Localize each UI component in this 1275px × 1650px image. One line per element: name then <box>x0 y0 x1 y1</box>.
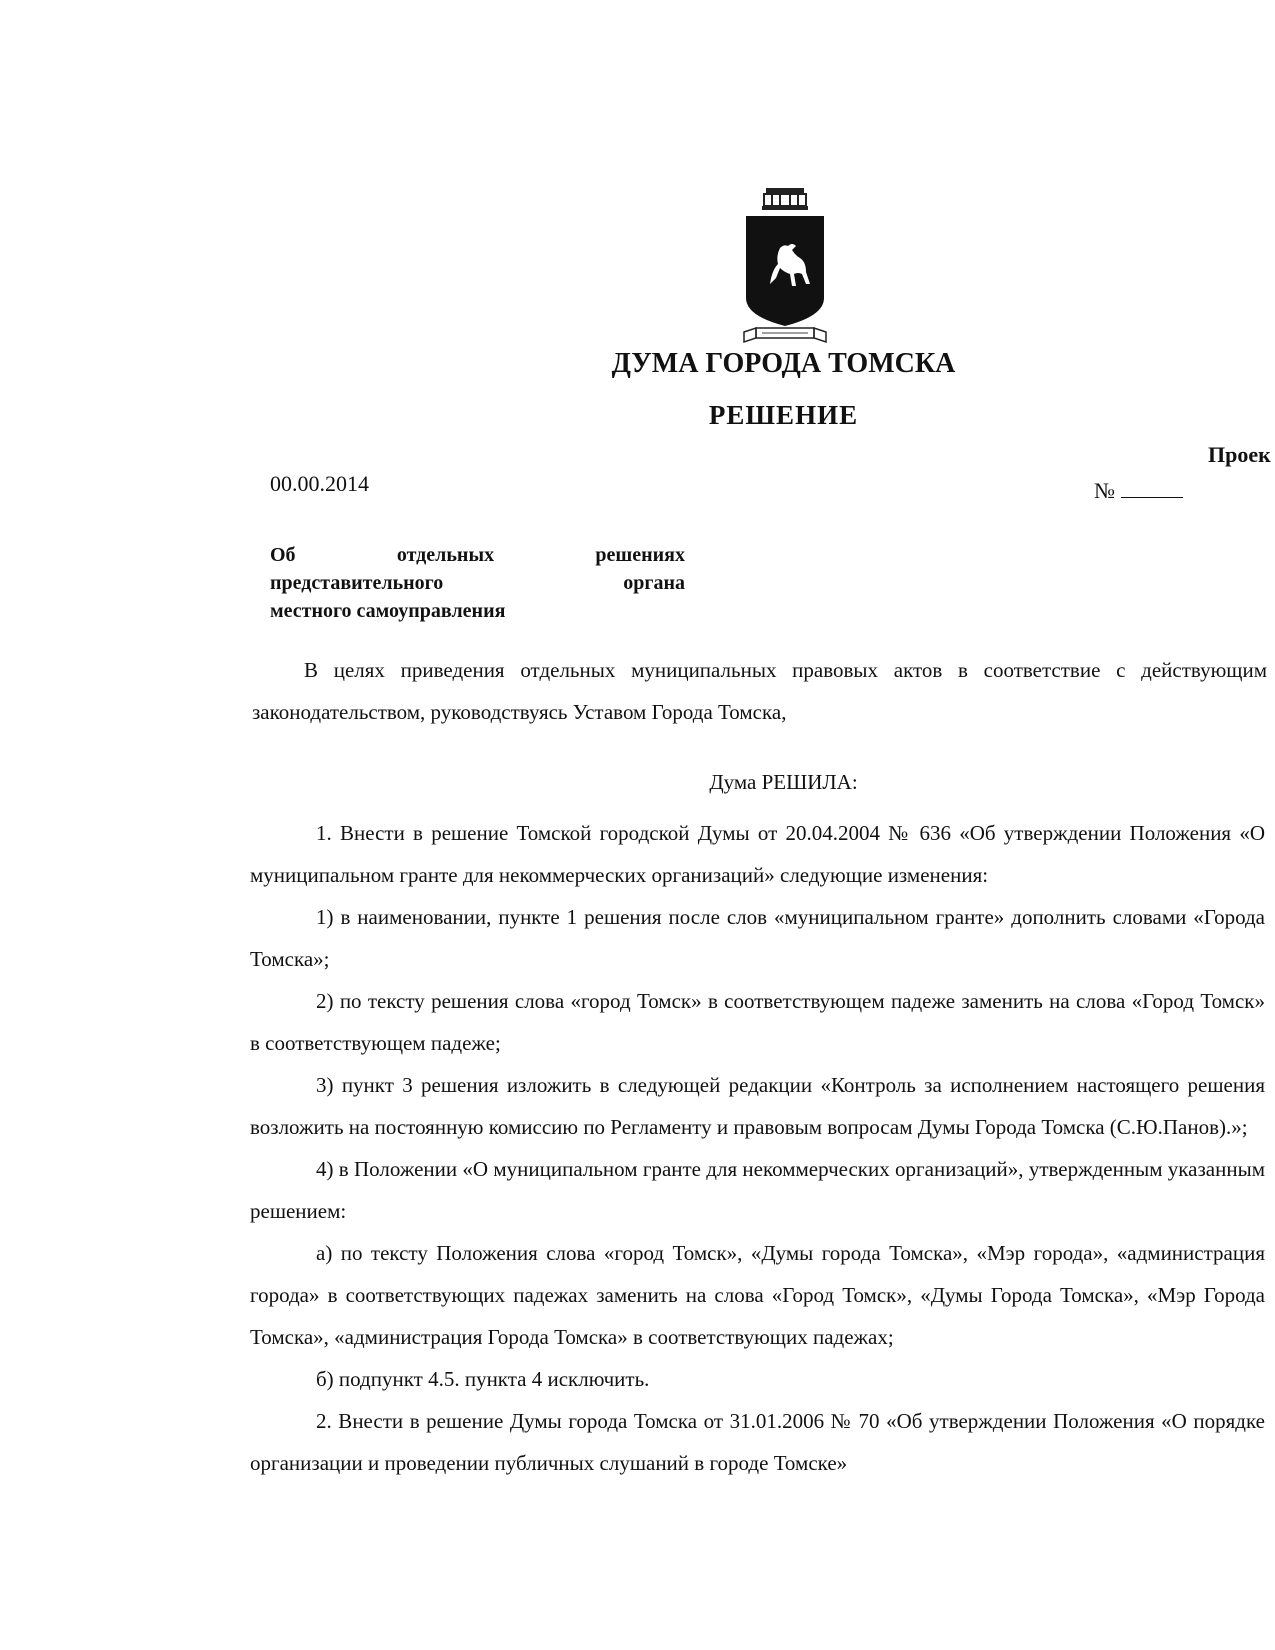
organization-title: ДУМА ГОРОДА ТОМСКА <box>611 348 956 379</box>
number-blank <box>1121 479 1183 498</box>
subject-word: представительного <box>270 572 444 594</box>
subject-word: Об <box>270 544 296 566</box>
tomsk-coat-of-arms-icon <box>740 186 830 346</box>
subject-word: отдельных <box>396 544 495 566</box>
item-paragraph: 2. Внести в решение Думы города Томска от 31.01.2006 № 70 «Об утверждении Положения «О порядке организации и проведении публичных слушаний в городе Томске» <box>250 1409 1265 1475</box>
preamble-paragraph: В целях приведения отдельных муниципальных правовых актов в соответствие с действующим законодательством, руководствуясь Уставом Города Томска, <box>252 658 1267 724</box>
resolution-line: Дума РЕШИЛА: <box>709 770 858 794</box>
subject-line: местного самоуправления <box>270 600 506 622</box>
document-body <box>250 812 1265 1484</box>
subject-word: органа <box>623 572 685 594</box>
subject-line <box>270 569 685 597</box>
item-paragraph: б) подпункт 4.5. пункта 4 исключить. <box>316 1367 650 1391</box>
project-label: Проек <box>1208 442 1271 467</box>
document-date: 00.00.2014 <box>270 471 369 496</box>
subject-line <box>270 541 685 569</box>
number-label: № <box>1094 478 1115 503</box>
document-number <box>1094 478 1183 504</box>
item-paragraph: 3) пункт 3 решения изложить в следующей редакции «Контроль за исполнением настоящего решения возложить на постоянную комиссию по Регламенту и правовым вопросам Думы Города Томска (С.Ю.Панов).»; <box>250 1073 1265 1139</box>
item-paragraph: 4) в Положении «О муниципальном гранте для некоммерческих организаций», утвержденным указанным решением: <box>250 1157 1265 1223</box>
item-paragraph: 1. Внести в решение Томской городской Думы от 20.04.2004 № 636 «Об утверждении Положения «О муниципальном гранте для некоммерческих организаций» следующие изменения: <box>250 821 1265 887</box>
subject-word: решениях <box>595 544 685 566</box>
preamble-block <box>252 649 1267 733</box>
document-type: РЕШЕНИЕ <box>708 400 859 430</box>
item-paragraph: 1) в наименовании, пункте 1 решения после слов «муниципальном гранте» дополнить словами «Города Томска»; <box>250 905 1265 971</box>
item-paragraph: а) по тексту Положения слова «город Томск», «Думы города Томска», «Мэр города», «администрация города» в соответствующих падежах заменить на слова «Город Томск», «Думы Города Томска», «Мэр Города Томска», «администрация Города Томска» в соответствующих падежах; <box>250 1241 1265 1349</box>
document-subject <box>270 541 685 625</box>
item-paragraph: 2) по тексту решения слова «город Томск» в соответствующем падеже заменить на слова «Город Томск» в соответствующем падеже; <box>250 989 1265 1055</box>
